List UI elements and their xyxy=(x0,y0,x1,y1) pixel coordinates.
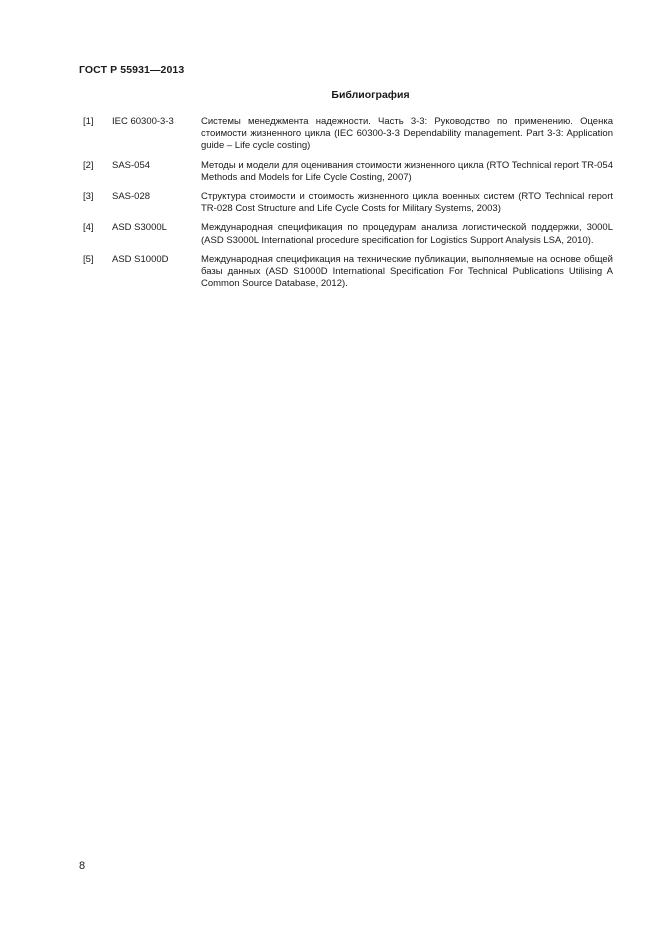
document-code: ГОСТ Р 55931—2013 xyxy=(79,64,185,76)
bibliography-list xyxy=(83,116,613,297)
entry-text: Международная спецификация по процедурам анализа логистической поддержки, 3000L (ASD S3000L International procedure specification for Logistics Support Analysis LSA, 2010). xyxy=(201,222,613,246)
bibliography-entry xyxy=(83,160,613,184)
bibliography-entry xyxy=(83,254,613,291)
entry-code: SAS-054 xyxy=(112,159,151,171)
entry-text: Структура стоимости и стоимость жизненного цикла военных систем (RTO Technical report TR-028 Cost Structure and Life Cycle Costs for Military Systems, 2003) xyxy=(201,191,613,215)
entry-text: Методы и модели для оценивания стоимости жизненного цикла (RTO Technical report TR-054 Methods and Models for Life Cycle Costing, 2007) xyxy=(201,159,613,183)
entry-number: [4] xyxy=(83,222,94,234)
entry-number: [5] xyxy=(83,253,94,265)
entry-code: ASD S1000D xyxy=(112,253,169,265)
bibliography-entry xyxy=(83,191,613,215)
entry-number: [3] xyxy=(83,191,94,203)
entry-text: Международная спецификация на технические публикации, выполняемые на основе общей базы данных (ASD S1000D International Specification For Technical Publications Utilising A Common Source Database, 2012). xyxy=(201,253,613,290)
section-title: Библиография xyxy=(331,89,410,101)
bibliography-entry xyxy=(83,116,613,153)
entry-code: SAS-028 xyxy=(112,191,151,203)
entry-number: [1] xyxy=(83,116,94,127)
entry-number: [2] xyxy=(83,159,94,171)
entry-text: Системы менеджмента надежности. Часть 3-3: Руководство по применению. Оценка стоимости жизненного цикла (IEC 60300-3-3 Dependability management. Part 3-3: Application guide – Life cycle costing) xyxy=(201,116,613,152)
entry-code: IEC 60300-3-3 xyxy=(112,116,174,127)
entry-code: ASD S3000L xyxy=(112,222,167,234)
page-number: 8 xyxy=(79,860,86,872)
bibliography-entry xyxy=(83,222,613,246)
